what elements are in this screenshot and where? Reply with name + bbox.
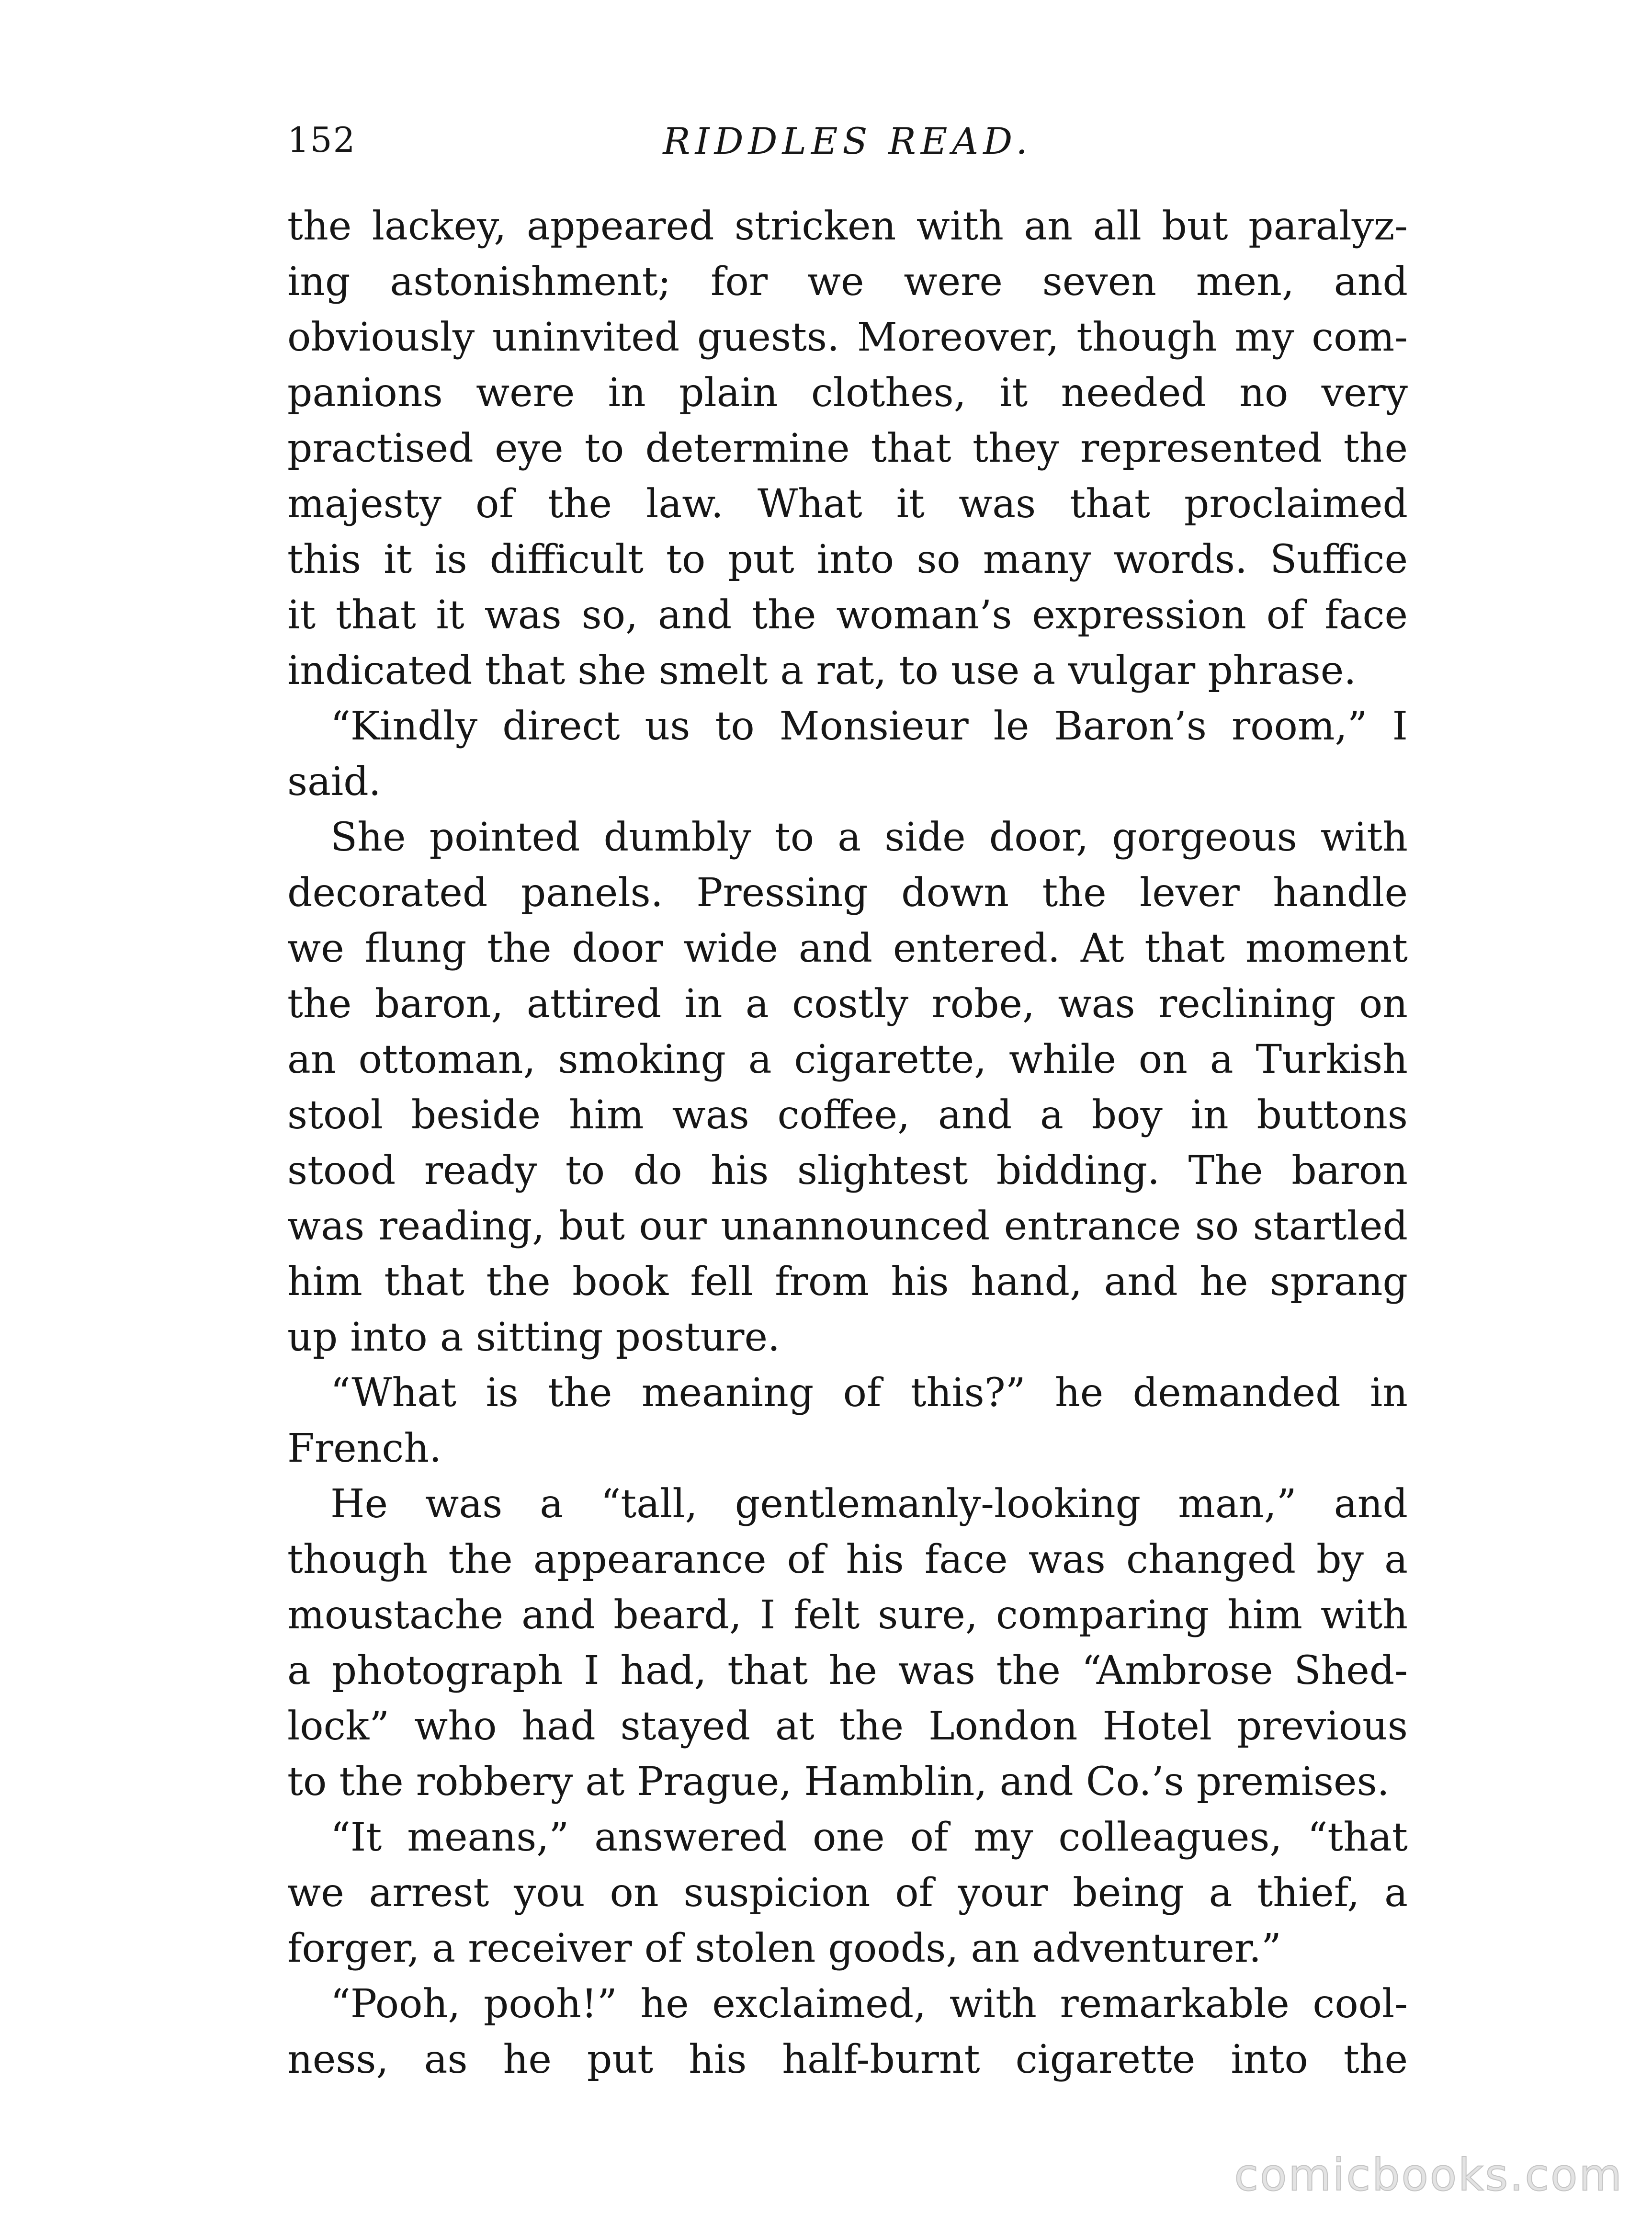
- text-line: “It means,” answered one of my colleagues, “that: [330, 1815, 1408, 1860]
- text-line: “What is the meaning of this?” he demanded in: [330, 1370, 1408, 1416]
- text-line: it that it was so, and the woman’s expression of face: [287, 592, 1408, 638]
- text-line: though the appearance of his face was changed by a: [287, 1537, 1408, 1582]
- text-line: the lackey, appeared stricken with an all but paralyz-: [287, 204, 1408, 249]
- text-line: we arrest you on suspicion of your being a thief, a: [287, 1870, 1408, 1916]
- text-line: up into a sitting posture.: [287, 1315, 781, 1360]
- text-line: a photograph I had, that he was the “Ambrose Shed-: [287, 1648, 1408, 1693]
- text-line: obviously uninvited guests. Moreover, though my com-: [287, 315, 1408, 360]
- text-line: we flung the door wide and entered. At that moment: [287, 926, 1408, 971]
- text-line: “Pooh, pooh!” he exclaimed, with remarkable cool-: [330, 1981, 1408, 2027]
- text-line: French.: [287, 1426, 442, 1471]
- text-line: decorated panels. Pressing down the lever handle: [287, 870, 1408, 916]
- text-line: forger, a receiver of stolen goods, an adventurer.”: [287, 1926, 1281, 1971]
- text-line: was reading, but our unannounced entrance so startled: [287, 1204, 1408, 1249]
- text-line: practised eye to determine that they represented the: [287, 426, 1408, 471]
- page-header: [287, 115, 1408, 177]
- text-line: the baron, attired in a costly robe, was reclining on: [287, 981, 1408, 1027]
- text-line: majesty of the law. What it was that proclaimed: [287, 481, 1408, 527]
- page-number: 152: [287, 120, 356, 160]
- text-line: “Kindly direct us to Monsieur le Baron’s room,” I: [330, 704, 1408, 749]
- text-line: ness, as he put his half-burnt cigarette into the: [287, 2037, 1408, 2082]
- text-line: lock” who had stayed at the London Hotel previous: [287, 1704, 1408, 1749]
- body-text: [287, 199, 1408, 2088]
- text-line: panions were in plain clothes, it needed no very: [287, 370, 1408, 416]
- text-line: an ottoman, smoking a cigarette, while on a Turkish: [287, 1037, 1408, 1082]
- text-line: to the robbery at Prague, Hamblin, and Co.’s premises.: [287, 1759, 1390, 1805]
- text-line: indicated that she smelt a rat, to use a vulgar phrase.: [287, 648, 1357, 693]
- text-line: stood ready to do his slightest bidding. The baron: [287, 1148, 1408, 1193]
- text-line: She pointed dumbly to a side door, gorgeous with: [330, 815, 1408, 860]
- text-line: ing astonishment; for we were seven men, and: [287, 259, 1408, 305]
- watermark: comicbooks.com: [1234, 2149, 1623, 2201]
- text-line: stool beside him was coffee, and a boy in buttons: [287, 1092, 1408, 1138]
- text-line: him that the book fell from his hand, and he sprang: [287, 1259, 1408, 1305]
- running-title: RIDDLES READ.: [663, 120, 1032, 162]
- text-line: moustache and beard, I felt sure, comparing him with: [287, 1592, 1408, 1638]
- text-line: said.: [287, 759, 381, 805]
- text-line: this it is difficult to put into so many words. Suffice: [287, 537, 1408, 582]
- text-line: He was a “tall, gentlemanly-looking man,” and: [330, 1481, 1408, 1527]
